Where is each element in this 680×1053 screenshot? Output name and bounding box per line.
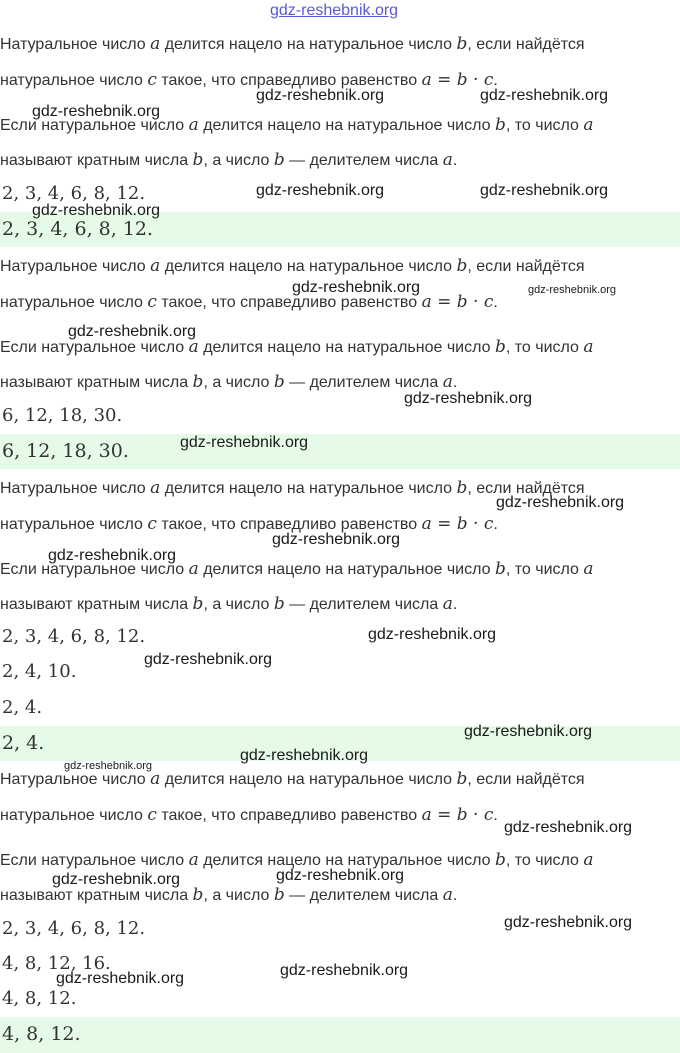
answer-row xyxy=(0,434,680,469)
watermark-top: gdz-reshebnik.org xyxy=(270,2,399,19)
watermark: gdz-reshebnik.org xyxy=(180,434,309,451)
watermark: gdz-reshebnik.org xyxy=(276,867,405,884)
watermark: gdz-reshebnik.org xyxy=(480,87,609,104)
definition-line-3: Если натуральное число a делится нацело на натуральное число b, то число a xyxy=(0,559,594,579)
definition-line-3: Если натуральное число a делится нацело на натуральное число b, то число a xyxy=(0,337,594,357)
definition-line-3: Если натуральное число a делится нацело на натуральное число b, то число a xyxy=(0,850,594,870)
watermark: gdz-reshebnik.org xyxy=(504,914,633,931)
definition-line-2: натуральное число c такое, что справедливо равенство a = b · c. xyxy=(0,514,498,534)
watermark: gdz-reshebnik.org xyxy=(404,390,533,407)
answer-row xyxy=(0,1017,680,1053)
watermark: gdz-reshebnik.org xyxy=(56,970,185,987)
definition-line-3: Если натуральное число a делится нацело на натуральное число b, то число a xyxy=(0,115,594,135)
definition-line-4: называют кратным числа b, а число b — делителем числа a. xyxy=(0,150,458,170)
definition-line-2: натуральное число c такое, что справедливо равенство a = b · c. xyxy=(0,70,498,90)
watermark: gdz-reshebnik.org xyxy=(368,626,497,643)
watermark: gdz-reshebnik.org xyxy=(144,651,273,668)
answer-text: 6, 12, 18, 30. xyxy=(2,440,129,462)
definition-line-1: Натуральное число a делится нацело на натуральное число b, если найдётся xyxy=(0,478,585,498)
definition-line-4: называют кратным числа b, а число b — делителем числа a. xyxy=(0,594,458,614)
answer-text: 2, 3, 4, 6, 8, 12. xyxy=(2,218,154,240)
watermark: gdz-reshebnik.org xyxy=(32,202,161,219)
solution-line: 2, 4, 10. xyxy=(2,661,77,682)
solution-line: 2, 3, 4, 6, 8, 12. xyxy=(2,183,146,204)
solution-line: 6, 12, 18, 30. xyxy=(2,405,123,426)
watermark: gdz-reshebnik.org xyxy=(32,103,161,120)
watermark: gdz-reshebnik.org xyxy=(496,494,625,511)
definition-line-2: натуральное число c такое, что справедливо равенство a = b · c. xyxy=(0,292,498,312)
watermark: gdz-reshebnik.org xyxy=(292,279,421,296)
solution-line: 4, 8, 12. xyxy=(2,988,77,1009)
answer-text: 2, 4. xyxy=(2,732,45,754)
watermark: gdz-reshebnik.org xyxy=(464,723,593,740)
watermark: gdz-reshebnik.org xyxy=(504,819,633,836)
watermark: gdz-reshebnik.org xyxy=(480,182,609,199)
solution-line: 2, 4. xyxy=(2,697,43,718)
definition-line-1: Натуральное число a делится нацело на натуральное число b, если найдётся xyxy=(0,769,585,789)
definition-line-1: Натуральное число a делится нацело на натуральное число b, если найдётся xyxy=(0,34,585,54)
watermark: gdz-reshebnik.org xyxy=(528,284,617,296)
solution-line: 2, 3, 4, 6, 8, 12. xyxy=(2,626,146,647)
solution-line: 2, 3, 4, 6, 8, 12. xyxy=(2,918,146,939)
definition-line-4: называют кратным числа b, а число b — делителем числа a. xyxy=(0,885,458,905)
solution-line: 4, 8, 12, 16. xyxy=(2,953,111,974)
watermark: gdz-reshebnik.org xyxy=(272,531,401,548)
watermark: gdz-reshebnik.org xyxy=(48,547,177,564)
watermark: gdz-reshebnik.org xyxy=(68,323,197,340)
watermark: gdz-reshebnik.org xyxy=(52,871,181,888)
definition-line-2: натуральное число c такое, что справедливо равенство a = b · c. xyxy=(0,805,498,825)
answer-text: 4, 8, 12. xyxy=(2,1023,81,1045)
watermark: gdz-reshebnik.org xyxy=(240,747,369,764)
watermark: gdz-reshebnik.org xyxy=(280,962,409,979)
definition-line-1: Натуральное число a делится нацело на натуральное число b, если найдётся xyxy=(0,256,585,276)
watermark: gdz-reshebnik.org xyxy=(256,87,385,104)
watermark: gdz-reshebnik.org xyxy=(256,182,385,199)
definition-line-4: называют кратным числа b, а число b — делителем числа a. xyxy=(0,372,458,392)
watermark: gdz-reshebnik.org xyxy=(64,760,153,772)
